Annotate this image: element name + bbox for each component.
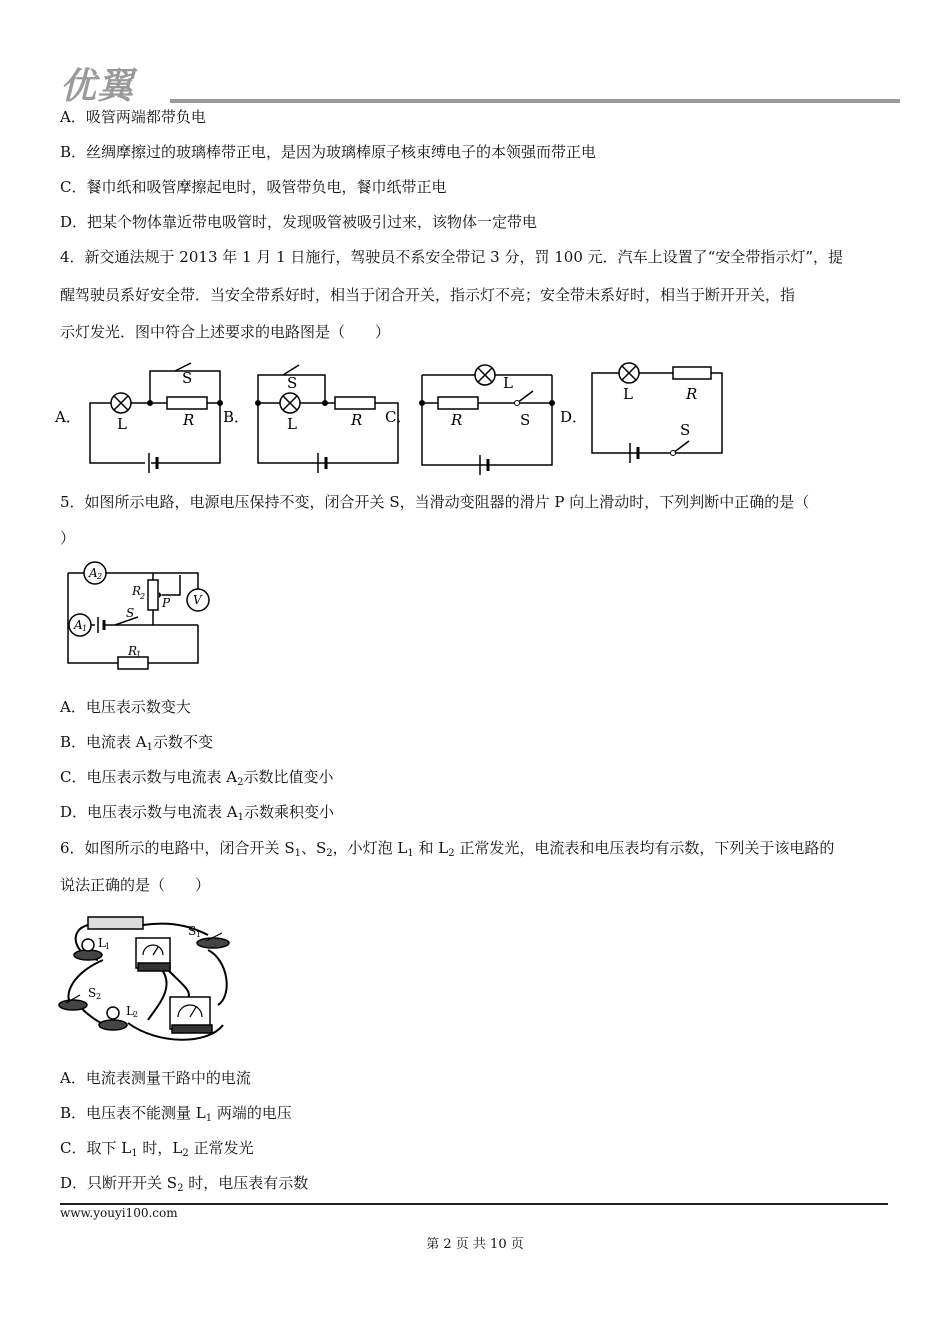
q3-option-b: B．丝绸摩擦过的玻璃棒带正电，是因为玻璃棒原子核束缚电子的本领强而带正电 [60, 143, 597, 161]
q4-stem-line1: 4．新交通法规于 2013 年 1 月 1 日施行，驾驶员不系安全带记 3 分，罚 100 元．汽车上设置了“安全带指示灯”，提 [60, 248, 843, 266]
svg-text:R: R [132, 584, 142, 598]
svg-text:2: 2 [97, 572, 103, 581]
footer-url[interactable]: www.youyi100.com [60, 1206, 178, 1220]
q4-stem-line2: 醒驾驶员系好安全带．当安全带系好时，相当于闭合开关，指示灯不亮；安全带未系好时，相当于断开开关，指 [60, 286, 796, 304]
q6-stem-line1: 6．如图所示的电路中，闭合开关 $S_1$、$S_2$，小灯泡 $L_1$ 和 $L_2$ 正常发光，电流表和电压表均有示数，下列关于该电路的 [60, 839, 835, 859]
svg-text:L: L [503, 374, 513, 392]
q4-label-d: D． [560, 408, 588, 426]
footer-rule [60, 1203, 888, 1205]
svg-text:S: S [182, 369, 193, 387]
q5-option-c: C．电压表示数与电流表 $A_2$示数比值变小 [60, 768, 334, 788]
q4-label-b: B． [223, 408, 250, 426]
svg-text:L: L [98, 936, 106, 950]
svg-text:L: L [287, 415, 297, 433]
q3-option-d: D．把某个物体靠近带电吸管时，发现吸管被吸引过来，该物体一定带电 [60, 213, 538, 231]
svg-text:R: R [128, 644, 138, 658]
q6-stem-line2: 说法正确的是（ ） [60, 876, 211, 894]
svg-text:L: L [126, 1004, 134, 1018]
svg-text:L: L [117, 415, 127, 433]
header-rule [170, 99, 900, 103]
q5-circuit-figure [60, 555, 220, 673]
svg-text:R: R [686, 385, 698, 403]
q5-option-a: A．电压表示数变大 [60, 698, 191, 716]
svg-text:2: 2 [96, 992, 102, 1001]
svg-text:V: V [193, 593, 202, 607]
circuit-a-loop [90, 403, 220, 463]
q4-label-a: A． [55, 408, 81, 426]
page-number: 第 2 页 共 10 页 [426, 1237, 524, 1252]
svg-text:R: R [351, 411, 363, 429]
svg-text:S: S [126, 606, 135, 620]
q4-stem-line3: 示灯发光．图中符合上述要求的电路图是（ ） [60, 323, 391, 341]
q5-option-b: B．电流表 $A_1$示数不变 [60, 733, 214, 753]
svg-text:1: 1 [196, 930, 202, 939]
q5-option-d: D．电压表示数与电流表 $A_1$示数乘积变小 [60, 803, 335, 823]
svg-text:P: P [162, 596, 171, 610]
q4-label-c: C． [385, 408, 412, 426]
svg-text:S: S [520, 411, 531, 429]
q6-circuit-figure [58, 905, 238, 1055]
svg-text:A: A [89, 566, 98, 580]
q4-circuit-figures [55, 355, 755, 475]
svg-text:S: S [88, 986, 97, 1000]
svg-text:S: S [287, 374, 298, 392]
svg-text:R: R [183, 411, 195, 429]
svg-text:A: A [74, 618, 83, 632]
q5-stem-line1: 5．如图所示电路，电源电压保持不变，闭合开关 S，当滑动变阻器的滑片 P 向上滑动时，下列判断中正确的是（ [60, 493, 810, 511]
q5-stem-line2: ） [60, 529, 76, 547]
q6-option-a: A．电流表测量干路中的电流 [60, 1069, 251, 1087]
q3-option-c: C．餐巾纸和吸管摩擦起电时，吸管带负电，餐巾纸带正电 [60, 178, 447, 196]
q3-option-a: A．吸管两端都带负电 [60, 108, 206, 126]
svg-text:2: 2 [133, 1010, 139, 1019]
svg-text:L: L [623, 385, 633, 403]
q6-option-d: D．只断开开关 $S_2$ 时，电压表有示数 [60, 1174, 309, 1194]
svg-text:1: 1 [136, 650, 142, 659]
svg-text:1: 1 [82, 624, 88, 633]
q6-option-b: B．电压表不能测量 $L_1$ 两端的电压 [60, 1104, 292, 1124]
svg-text:S: S [680, 421, 691, 439]
q6-option-c: C．取下 $L_1$ 时，$L_2$ 正常发光 [60, 1139, 254, 1159]
svg-text:S: S [188, 924, 197, 938]
svg-text:1: 1 [105, 942, 111, 951]
svg-text:R: R [451, 411, 463, 429]
logo: 优翼 [60, 66, 135, 107]
svg-text:2: 2 [140, 592, 146, 601]
